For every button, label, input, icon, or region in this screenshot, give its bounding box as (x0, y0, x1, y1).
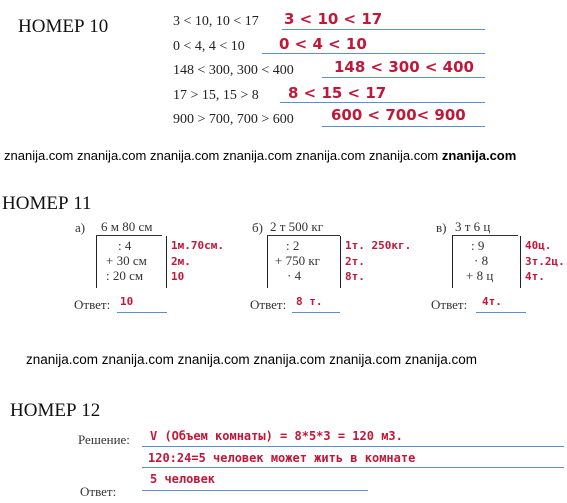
solution-underline-1 (142, 446, 564, 447)
result: 3т.2ц. (525, 255, 565, 268)
operation: : 2 (286, 238, 300, 253)
answer-underline (292, 312, 340, 313)
result: 10 (171, 270, 185, 283)
answer-label: Ответ: (250, 297, 287, 312)
answer-row-5: 600 < 700< 900 (331, 106, 466, 124)
watermark-line-2: znanija.com znanija.com znanija.com znanija.com znanija.com znanija.com (26, 352, 477, 367)
answer-underline (142, 490, 368, 491)
section-10-heading: НОМЕР 10 (18, 16, 109, 37)
section-12-heading: НОМЕР 12 (10, 400, 101, 421)
operation: + 750 кг (275, 253, 320, 268)
result: 40ц. (525, 239, 552, 252)
answer-underline (280, 102, 485, 103)
result: 1т. 250кг. (345, 239, 412, 252)
answer-underline (262, 53, 485, 54)
task-row-4: 17 > 15, 15 > 8 (173, 88, 259, 103)
op-bracket-right (166, 236, 167, 288)
operation: : 9 (471, 238, 485, 253)
answer-label: Ответ: (74, 297, 111, 312)
watermark-text-bold: znanija.com (441, 148, 517, 163)
answer-underline (322, 77, 485, 78)
result: 8т. (345, 270, 365, 283)
operation: + 8 ц (466, 268, 494, 283)
task-row-3: 148 < 300, 300 < 400 (173, 63, 294, 78)
answer-underline (282, 29, 485, 30)
value-underline (96, 235, 162, 236)
solution-underline-2 (142, 467, 564, 468)
result: 1м.70см. (171, 239, 224, 252)
operation: : 20 см (106, 268, 144, 283)
answer-value: 10 (120, 295, 134, 308)
task-row-5: 900 > 700, 700 > 600 (173, 112, 294, 127)
result: 2м. (171, 255, 191, 268)
value-underline (267, 235, 340, 236)
task-row-1: 3 < 10, 10 < 17 (173, 14, 259, 29)
answer-row-4: 8 < 15 < 17 (288, 84, 387, 102)
watermark-line-1 (4, 148, 516, 163)
op-bracket-right (520, 236, 521, 288)
operation: · 4 (287, 268, 302, 283)
solution-line-2: 120:24=5 человек может жить в комнате (148, 451, 416, 465)
result: 4т. (525, 270, 545, 283)
operation: · 8 (474, 253, 489, 268)
op-bracket-left (96, 236, 97, 288)
answer-value: 5 человек (150, 472, 216, 486)
result: 2т. (345, 255, 365, 268)
answer-value: 8 т. (296, 295, 323, 308)
answer-row-1: 3 < 10 < 17 (284, 10, 383, 28)
answer-row-3: 148 < 300 < 400 (334, 58, 474, 76)
column-value: 3 т 6 ц (455, 219, 491, 234)
answer-label: Ответ: (431, 297, 468, 312)
column-letter: а) (75, 220, 86, 235)
solution-label: Решение: (78, 432, 130, 447)
answer-label: Ответ: (80, 484, 117, 499)
op-bracket-left (267, 236, 268, 288)
column-value: 6 м 80 см (101, 219, 153, 234)
task-row-2: 0 < 4, 4 < 10 (173, 39, 245, 54)
section-11-heading: НОМЕР 11 (2, 193, 92, 214)
answer-underline (117, 312, 167, 313)
solution-line-1: V (Объем комнаты) = 8*5*3 = 120 м3. (150, 429, 403, 443)
column-letter: б) (252, 220, 263, 235)
value-underline (452, 235, 518, 236)
op-bracket-left (452, 236, 453, 288)
answer-value: 4т. (482, 295, 502, 308)
column-letter: в) (436, 220, 447, 235)
watermark-text: znanija.com znanija.com znanija.com znanija.com znanija.com znanija.com (4, 148, 439, 163)
op-bracket-right (340, 236, 341, 288)
column-value: 2 т 500 кг (270, 219, 324, 234)
answer-underline (322, 126, 485, 127)
answer-underline (476, 312, 526, 313)
answer-row-2: 0 < 4 < 10 (279, 35, 367, 53)
operation: + 30 см (106, 253, 147, 268)
operation: : 4 (118, 238, 132, 253)
